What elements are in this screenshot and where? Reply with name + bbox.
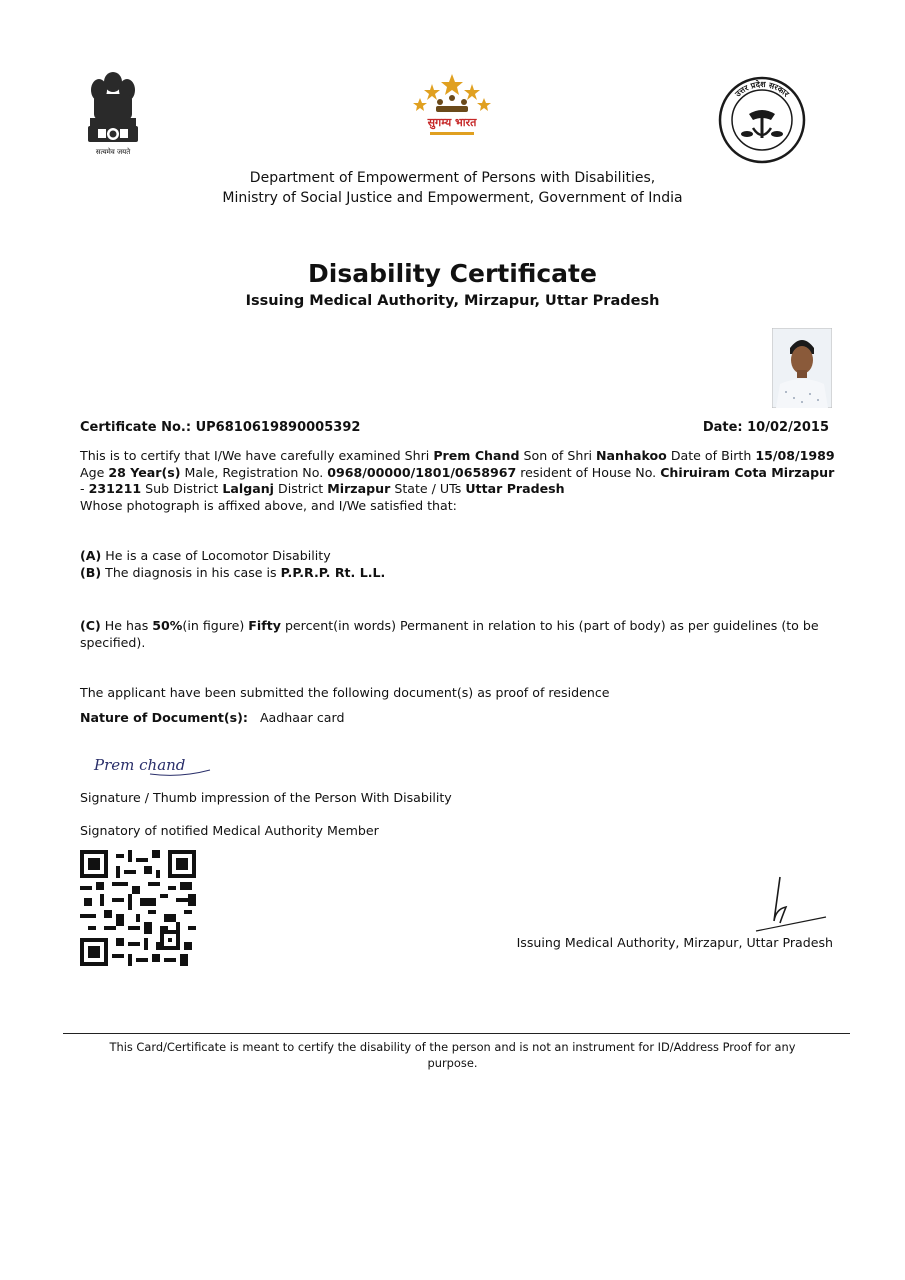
up-government-seal (713, 76, 811, 164)
clause-label: (A) (80, 548, 102, 563)
certification-line-4: Whose photograph is affixed above, and I/We satisfied that: (80, 497, 457, 513)
text-segment: Age (80, 464, 109, 480)
department-heading (0, 168, 905, 208)
certification-line-3 (80, 481, 840, 498)
text-segment: State / UTs (390, 481, 466, 496)
certification-line-2 (80, 465, 840, 482)
clause-c (80, 618, 840, 651)
sugamya-text: सुगम्य भारत (427, 116, 477, 129)
nature-label: Nature of Document(s): (80, 710, 248, 725)
department-line-1: Department of Empowerment of Persons with Disabilities, (249, 170, 656, 186)
clause-text: The diagnosis in his case is (101, 565, 281, 580)
clause-a (80, 548, 840, 565)
disability-percent: 50% (152, 618, 183, 633)
person-signature (90, 744, 220, 780)
state: Uttar Pradesh (465, 481, 565, 496)
person-name: Prem Chand (433, 448, 520, 463)
text-segment: Date of Birth (666, 448, 756, 463)
page-subtitle: Issuing Medical Authority, Mirzapur, Uttar Pradesh (245, 293, 660, 309)
clause-label: (B) (80, 565, 102, 580)
clause-text: percent(in words) Permanent in relation to his (part of body) as per guidelines (to be (280, 618, 819, 633)
signatory-caption: Signatory of notified Medical Authority Member (80, 823, 379, 838)
authority-signature (752, 873, 830, 933)
certification-line-1 (80, 448, 840, 465)
accessible-india-logo (410, 72, 494, 144)
diagnosis: P.P.R.P. Rt. L.L. (280, 565, 386, 580)
qr-code[interactable] (80, 850, 196, 966)
house-address: Chiruiram Cota Mirzapur (660, 464, 835, 480)
date-label: Date: (702, 420, 743, 435)
nature-value: Aadhaar card (259, 710, 345, 725)
seal-text: उत्तर प्रदेश सरकार (733, 79, 791, 99)
nature-of-document (80, 710, 344, 727)
text-segment: Male, Registration No. (180, 464, 328, 480)
certificate-number (80, 420, 360, 437)
residence-proof-text: The applicant have been submitted the following document(s) as proof of residence (80, 685, 610, 700)
text-segment: Son of Shri (519, 448, 597, 463)
clause-text: He has (100, 618, 153, 633)
disability-percent-words: Fifty (248, 618, 281, 633)
page-title: Disability Certificate (308, 259, 597, 288)
text-segment: - (80, 481, 89, 496)
department-line-2: Ministry of Social Justice and Empowerment, Government of India (222, 190, 683, 206)
clause-b (80, 565, 840, 582)
pin-code: 231211 (88, 481, 142, 496)
emblem-caption: सत्यमेव जयते (95, 148, 131, 156)
certificate-number-label: Certificate No.: (80, 420, 192, 435)
clause-label: (C) (80, 618, 101, 633)
clauses-a-b (80, 548, 840, 582)
clause-c-line-2: specified). (80, 634, 146, 650)
footer-note: This Card/Certificate is meant to certify the disability of the person and is not an instrument for ID/Address Proof for any purpose. (109, 1040, 796, 1070)
text-segment: This is to certify that I/We have carefully examined Shri (80, 448, 434, 463)
footer-divider (63, 1033, 850, 1034)
certificate-number-value: UP6810619890005392 (195, 420, 361, 435)
date-value: 10/02/2015 (747, 420, 829, 435)
sub-district: Lalganj (222, 481, 274, 496)
district: Mirzapur (327, 481, 391, 496)
person-photo (772, 328, 832, 408)
signature-caption: Signature / Thumb impression of the Person With Disability (80, 790, 452, 805)
clause-c-line-1 (80, 618, 840, 635)
date-of-birth: 15/08/1989 (755, 448, 835, 463)
registration-number: 0968/00000/1801/0658967 (327, 464, 517, 480)
text-segment: Sub District (141, 481, 223, 496)
handwritten-signature: Prem chand (94, 756, 186, 774)
father-name: Nanhakoo (596, 448, 667, 463)
certification-paragraph (80, 448, 840, 514)
national-emblem-icon (82, 68, 144, 160)
issuing-authority-label: Issuing Medical Authority, Mirzapur, Uttar Pradesh (516, 935, 833, 950)
text-segment: District (274, 481, 328, 496)
text-segment: resident of House No. (516, 464, 661, 480)
age: 28 Year(s) (108, 464, 181, 480)
clause-text: (in figure) (182, 618, 249, 633)
certificate-date (703, 420, 829, 437)
clause-text: He is a case of Locomotor Disability (101, 548, 331, 563)
